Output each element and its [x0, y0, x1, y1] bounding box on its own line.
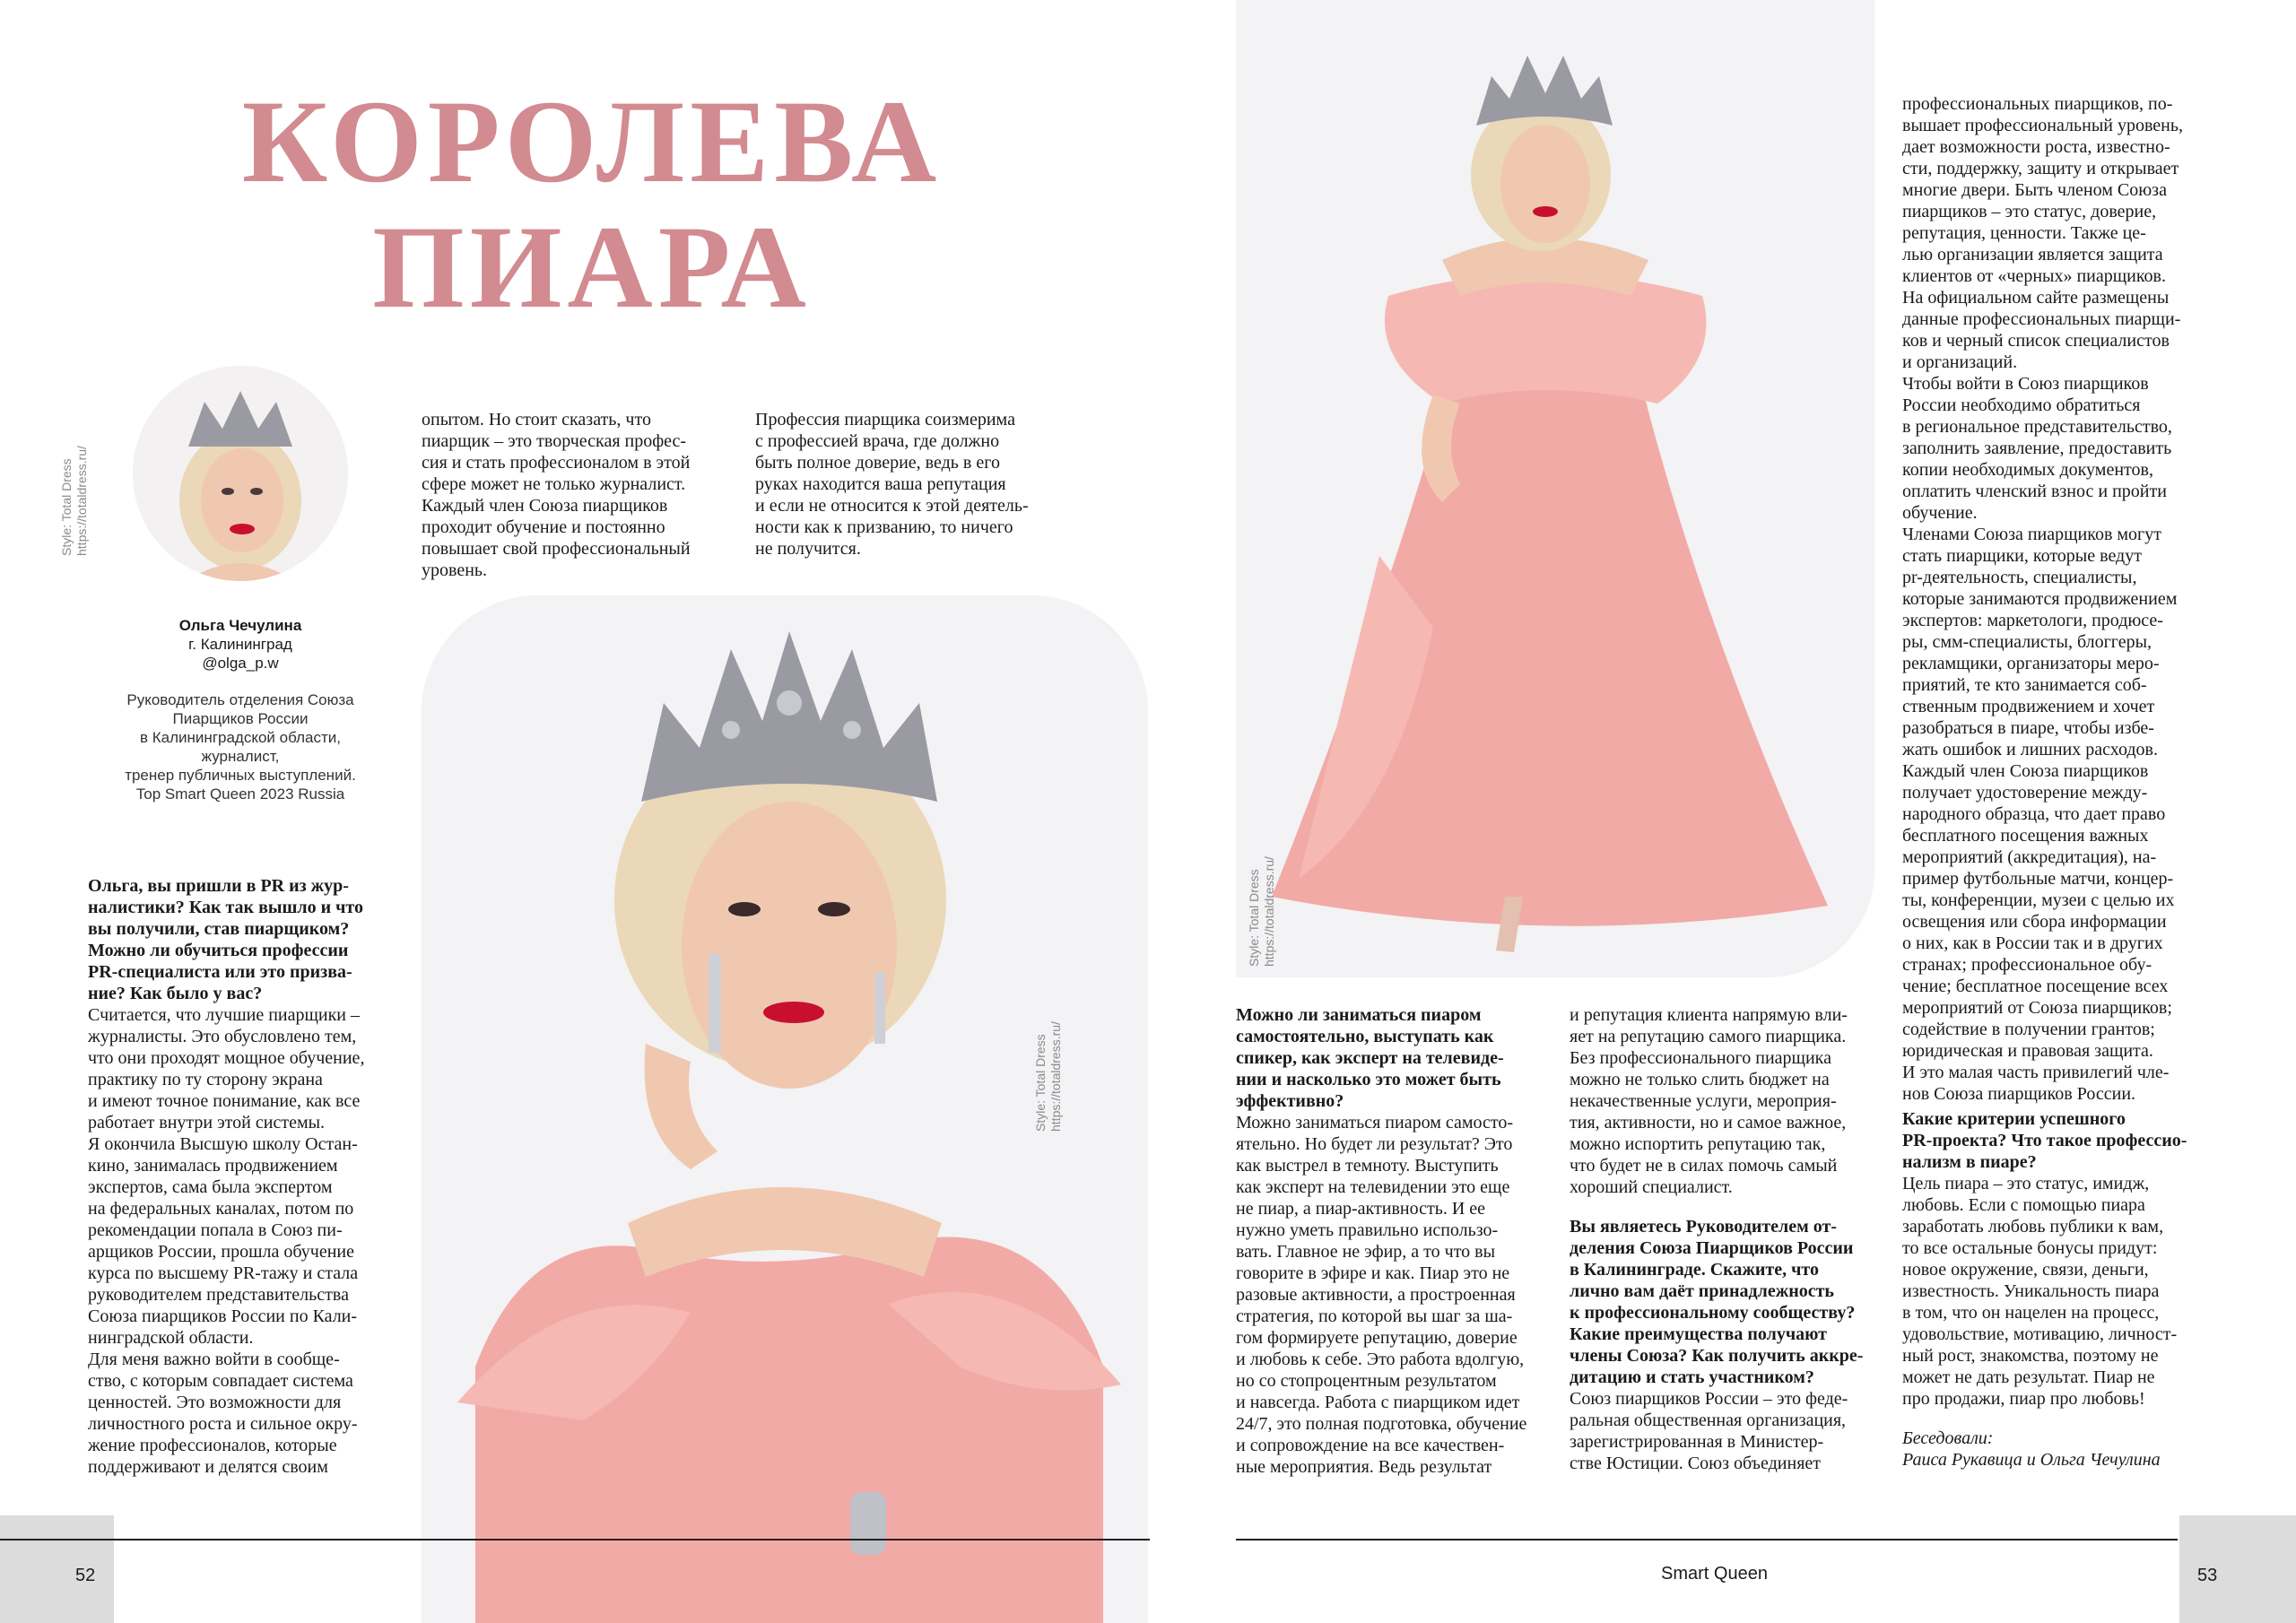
left-col3-text: Профессия пиарщика соизмерима с профессией врача, где должно быть полное доверие, ведь в его руках находится ваша репутация и если не относится к этой деятель- ности как к призванию, то ничего не получится. — [755, 410, 1029, 559]
interviewers-label: Беседовали: — [1902, 1428, 1994, 1448]
profile-name: Ольга Чечулина — [178, 617, 302, 634]
left-col2-text: опытом. Но стоит сказать, что пиарщик – это творческая профес- сия и стать профессионалом в этой сфере может не только журналист. Каждый член Союза пиарщиков проходит обучение и постоянно повышает свой профессиональный уровень. — [422, 410, 691, 580]
footer-rule-right — [1236, 1539, 2178, 1541]
right-photo-credit: Style: Total Dress https://totaldress.ru/ — [1247, 856, 1276, 967]
profile-description: Руководитель отделения Союза Пиарщиков России в Калининградской области, журналист, тренер публичных выступлений. Top Smart Queen 2023 Russia — [125, 691, 356, 803]
footer-rule-left — [0, 1539, 1150, 1541]
right-col2-question: Вы являетесь Руководителем от- деления Союза Пиарщиков России в Калининграде. Скажите, что лично вам даёт принадлежность к профессиональному сообществу? Какие преимущества получают члены Союза? Как получить аккре- дитацию и стать участником? — [1570, 1217, 1864, 1387]
right-col2-text: и репутация клиента напрямую вли- яет на репутацию самого пиарщика. Без профессионального пиарщика можно не только слить бюджет на некачественные услуги, мероприя- тия, активности, но и самое важное, можно испортить репутацию так, что будет не в силах помочь самый хороший специалист. — [1570, 1005, 1848, 1197]
right-col2-answer: Союз пиарщиков России – это феде- ральная общественная организация, зарегистрированная в Министер- стве Юстиции. Союз объединяет — [1570, 1389, 1848, 1473]
profile-city: г. Калининград — [188, 636, 292, 653]
page-tab-left — [0, 1515, 114, 1623]
article-title-line1: КОРОЛЕВА — [241, 75, 943, 207]
right-col3-answer: Цель пиара – это статус, имидж, любовь. Если с помощью пиара заработать любовь публики к вам, то все остальные бонусы придут: новое окружение, связи, деньги, известность. Уникальность пиара в том, что он нацелен на процесс, удовольствие, мотивацию, личност- ный рост, знакомства, поэтому не может не дать результат. Пиар не про продажи, пиар про любовь! — [1902, 1174, 2178, 1409]
right-col3-text: профессиональных пиарщиков, по- вышает профессиональный уровень, дает возможности роста, известно- сти, поддержку, защиту и открывает многие двери. Быть членом Союза пиарщиков – это статус, доверие, репутация, ценности. Также це- лью организации является защита клиентов от «черных» пиарщиков. На официальном сайте размещены данные профессиональных пиарщи- ков и черный список специалистов и организаций. Чтобы войти в Союз пиарщиков России необходимо обратиться в региональное представительство, заполнить заявление, предоставить копии необходимых документов, оплатить членский взнос и пройти обучение. Членами Союза пиарщиков могут стать пиарщики, которые ведут pr-деятельность, специалисты, которые занимаются продвижением экспертов: маркетологи, продюсе- ры, смм-специалисты, блоггеры, рекламщики, организаторы меро- приятий, те кто занимается соб- ственным продвижением и хочет разобраться в пиаре, чтобы избе- жать ошибок и лишних расходов. Каждый член Союза пиарщиков получает удостоверение между- народного образца, что дает право бесплатного посещения важных мероприятий (аккредитация), на- пример футбольные матчи, концер- ты, конференции, музеи с целью их освещения или сбора информации о них, как в России так и в других странах; профессиональное обу- чение; бесплатное посещение всех мероприятий от Союза пиарщиков; содействие в получении грантов; юридическая и правовая защита. И это малая часть привилегий чле- нов Союза пиарщиков России. — [1902, 94, 2183, 1104]
right-col1-question: Можно ли заниматься пиаром самостоятельно, выступать как спикер, как эксперт на телевиде- нии и насколько это может быть эффективно? — [1236, 1005, 1504, 1111]
right-photo — [1236, 0, 1874, 977]
portrait-photo-credit: Style: Total Dress https://totaldress.ru/ — [59, 446, 89, 556]
left-col1-answer: Считается, что лучшие пиарщики – журналисты. Это обусловлено тем, что они проходят мощное обучение, практику по ту сторону экрана и имеют точное понимание, как все работает внутри этой системы. Я окончила Высшую школу Остан- кино, занималась продвижением экспертов, сама была экспертом на федеральных каналах, потом по рекомендации попала в Союз пи- арщиков России, прошла обучение курса по высшему PR-тажу и стала руководителем представительства Союза пиарщиков России по Кали- нинградской области. Для меня важно войти в сообще- ство, с которым совпадает система ценностей. Это возможности для личностного роста и сильное окру- жение профессионалов, которые поддерживают и делятся своим — [88, 1005, 365, 1477]
magazine-name: Smart Queen — [1661, 1564, 1768, 1584]
left-col1-question: Ольга, вы пришли в PR из жур- налистики? Как так вышло и что вы получили, став пиарщиком? Можно ли обучиться профессии PR-специалиста или это призва- ние? Как было у вас? — [88, 876, 363, 1003]
main-photo-credit: Style: Total Dress https://totaldress.ru/ — [1033, 1021, 1063, 1132]
interviewers-names: Раиса Рукавица и Ольга Чечулина — [1902, 1450, 2161, 1470]
article-title-line2: ПИАРА — [372, 201, 812, 333]
profile-handle: @olga_p.w — [202, 655, 279, 672]
page-number-right: 53 — [2197, 1566, 2218, 1585]
page-number-left: 52 — [75, 1566, 96, 1585]
right-col1-answer: Можно заниматься пиаром самосто- ятельно. Но будет ли результат? Это как выстрел в темноту. Выступить как эксперт на телевидении это еще не пиар, а пиар-активность. И ее нужно уметь правильно использо- вать. Главное не эфир, а то что вы говорите в эфире и как. Пиар это не разовые активности, а простроенная стратегия, по которой вы шаг за ша- гом формируете репутацию, доверие и любовь к себе. Это работа вдолгую, но со стопроцентным результатом и навсегда. Работа с пиарщиком идет 24/7, это полная подготовка, обучение и сопровождение на все качествен- ные мероприятия. Ведь результат — [1236, 1113, 1527, 1477]
right-col3-question: Какие критерии успешного PR-проекта? Что такое профессио- нализм в пиаре? — [1902, 1109, 2187, 1172]
portrait-avatar — [133, 366, 348, 581]
